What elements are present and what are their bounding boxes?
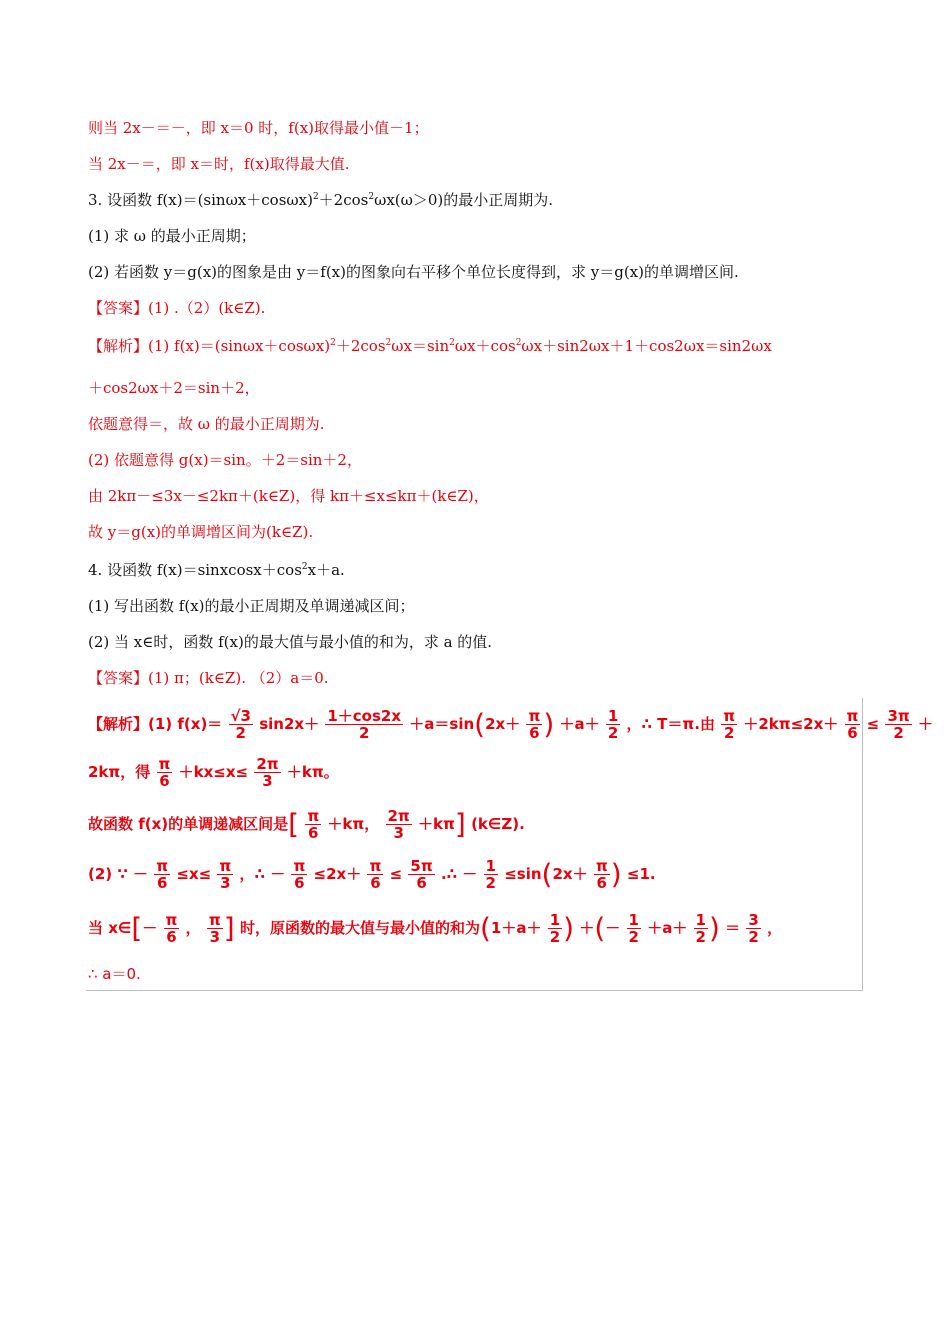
denominator: 6 [596, 874, 607, 892]
question-4-part-2 [88, 632, 492, 652]
fraction [254, 756, 280, 789]
text: (k∈Z). [471, 815, 525, 833]
fraction [157, 756, 173, 789]
numerator: π [156, 857, 169, 875]
text: (1) 求 ω 的最小正周期； [88, 227, 256, 245]
denominator: 6 [308, 824, 319, 842]
paren: ( [474, 707, 486, 741]
text: ωx＋sin2ωx＋1＋cos2ωx＝sin2ωx [521, 337, 772, 355]
text: ＝ [725, 919, 741, 937]
denominator: 3 [393, 824, 404, 842]
text: ∴ a＝0. [88, 965, 141, 983]
paren: ) [543, 707, 555, 741]
text: ＋ [579, 919, 595, 937]
fraction [154, 858, 170, 891]
solution-tag: 【解析】 [88, 715, 149, 733]
text: ＋ [918, 715, 934, 733]
denominator: 2 [748, 928, 759, 946]
fraction [721, 708, 737, 741]
solution-4-row-2 [88, 756, 339, 789]
fraction [229, 708, 253, 741]
solution-4-row-6 [88, 964, 141, 984]
denominator: 6 [166, 928, 177, 946]
solution-3-line [88, 486, 489, 506]
numerator: 1 [628, 911, 639, 929]
paren: ( [541, 857, 553, 891]
text: ≤x≤ [176, 865, 212, 883]
denominator: 6 [416, 874, 427, 892]
fraction [484, 858, 498, 891]
text-line [88, 154, 349, 174]
fraction [885, 708, 911, 741]
solution-3-line [88, 378, 260, 398]
solution-4-row-3 [88, 808, 525, 841]
text: 故函数 f(x)的单调递减区间是 [88, 815, 289, 833]
denominator: 6 [370, 874, 381, 892]
denominator: 2 [549, 928, 561, 946]
text: 1＋a＋ [490, 919, 542, 937]
fraction [386, 808, 412, 841]
text: 依题意得＝，故 ω 的最小正周期为. [88, 415, 325, 433]
text: ≤sin [504, 865, 542, 883]
denominator: 2 [723, 724, 735, 742]
denominator: 3 [262, 772, 273, 790]
numerator: π [293, 857, 306, 875]
denominator: 6 [156, 874, 168, 892]
text: ， [185, 919, 201, 937]
text: x＋a. [307, 561, 345, 579]
paren: ) [708, 911, 720, 945]
numerator: 3 [748, 911, 759, 929]
numerator: π [219, 857, 232, 875]
text: ＋a＋ [559, 715, 600, 733]
fraction [594, 858, 610, 891]
superscript: 2 [368, 192, 375, 202]
text: ＋kx≤x≤ [178, 763, 249, 781]
superscript: 2 [301, 562, 308, 572]
text: ＋2cos [318, 191, 369, 209]
text: 由 2kπ－≤3x－≤2kπ＋(k∈Z)，得 kπ＋≤x≤kπ＋(k∈Z)， [88, 487, 489, 505]
text: (2) 当 x∈时，函数 f(x)的最大值与最小值的和为，求 a 的值. [88, 633, 493, 651]
text: 【解析】(1) f(x)＝(sinωx＋cosωx) [88, 337, 331, 355]
fraction [408, 858, 434, 891]
fraction [606, 708, 620, 741]
denominator: 3 [220, 874, 231, 892]
bracket: [ [288, 807, 300, 841]
question-3 [88, 190, 553, 210]
paren: ( [594, 911, 606, 945]
solution-3-line [88, 336, 772, 356]
text: ＋cos2ωx＋2＝sin＋2， [88, 379, 260, 397]
paren: ( [479, 911, 491, 945]
solution-4-row-1 [88, 708, 933, 741]
text: ，∴ － [239, 865, 286, 883]
solution-3-line [88, 522, 313, 542]
text: － [142, 919, 158, 937]
text: ≤1. [626, 865, 656, 883]
numerator: 1 [485, 857, 496, 875]
text: (1) 写出函数 f(x)的最小正周期及单调递减区间； [88, 597, 415, 615]
text: 则当 2x－＝－，即 x＝0 时，f(x)取得最小值－1； [88, 119, 429, 137]
solution-3-line [88, 450, 362, 470]
text: ＋a＋ [647, 919, 688, 937]
text: 时，原函数的最大值与最小值的和为 [239, 919, 480, 937]
text: (2) ∵ － [88, 865, 149, 883]
text: 2kπ，得 [88, 763, 151, 781]
text: 【答案】(1) π；(k∈Z). （2）a＝0. [88, 669, 329, 687]
fraction [694, 912, 708, 945]
solution-4-row-4 [88, 858, 656, 891]
bracket: ] [454, 807, 466, 841]
numerator: 1 [549, 911, 561, 929]
fraction [325, 708, 403, 741]
superscript: 2 [312, 192, 319, 202]
numerator: 3π [887, 707, 910, 725]
denominator: 6 [529, 724, 540, 742]
superscript: 2 [449, 338, 455, 348]
fraction [164, 912, 180, 945]
text: ＋kπ [418, 815, 455, 833]
text: .∴ － [440, 865, 478, 883]
text: ， [767, 919, 783, 937]
text: ωx＝sin [391, 337, 450, 355]
text: 当 2x－＝，即 x＝时，f(x)取得最大值. [88, 155, 350, 173]
fraction [217, 858, 233, 891]
text: 【答案】(1) .（2）(k∈Z). [88, 299, 266, 317]
text: ＋kπ， [327, 815, 380, 833]
text: 4. 设函数 f(x)＝sinxcosx＋cos [88, 561, 302, 579]
numerator: π [723, 707, 736, 725]
fraction [845, 708, 861, 741]
text: sin2x＋ [259, 715, 320, 733]
numerator: √3 [230, 707, 251, 725]
solution-4-row-5 [88, 912, 782, 945]
numerator: 2π [387, 807, 410, 825]
text: ＋a＝sin [409, 715, 475, 733]
denominator: 2 [607, 724, 619, 742]
text: ωx(ω＞0)的最小正周期为. [374, 191, 554, 209]
text: － [605, 919, 621, 937]
fraction [305, 808, 321, 841]
numerator: 5π [410, 857, 433, 875]
fraction [548, 912, 562, 945]
fraction [207, 912, 223, 945]
text: ωx＋cos [454, 337, 516, 355]
fraction [526, 708, 542, 741]
answer-3 [88, 298, 265, 318]
fraction [627, 912, 641, 945]
text: (2) 依题意得 g(x)＝sin。＋2＝sin＋2， [88, 451, 362, 469]
numerator: π [595, 857, 608, 875]
text: ＋2kπ≤2x＋ [743, 715, 839, 733]
text-line [88, 118, 429, 138]
denominator: 2 [695, 928, 706, 946]
numerator: π [158, 755, 171, 773]
denominator: 2 [893, 724, 904, 742]
paren: ) [563, 911, 575, 945]
superscript: 2 [515, 338, 522, 348]
numerator: 2π [256, 755, 279, 773]
superscript: 2 [385, 338, 392, 348]
answer-4 [88, 668, 329, 688]
solution-3-line [88, 414, 325, 434]
fraction [291, 858, 307, 891]
denominator: 6 [847, 724, 858, 742]
text: ≤ [389, 865, 403, 883]
paren: ) [610, 857, 622, 891]
question-3-part-1 [88, 226, 256, 246]
denominator: 3 [209, 928, 221, 946]
denominator: 2 [485, 874, 496, 892]
bracket: [ [131, 911, 143, 945]
numerator: π [165, 911, 178, 929]
text: ＋kπ。 [286, 763, 339, 781]
denominator: 2 [358, 724, 370, 742]
text: 3. 设函数 f(x)＝(sinωx＋cosωx) [88, 191, 313, 209]
text: ≤ [866, 715, 880, 733]
numerator: 1 [607, 707, 619, 725]
text: 2x＋ [485, 715, 521, 733]
text: ＋2cos [335, 337, 386, 355]
numerator: π [369, 857, 382, 875]
fraction [367, 858, 383, 891]
text: ，∴ T＝π.由 [626, 715, 715, 733]
numerator: 1＋cos2x [327, 707, 402, 725]
denominator: 2 [235, 724, 246, 742]
solution-4-box [86, 698, 863, 991]
numerator: π [208, 911, 221, 929]
fraction [746, 912, 760, 945]
question-4-part-1 [88, 596, 415, 616]
question-4 [88, 560, 345, 580]
denominator: 6 [294, 874, 305, 892]
denominator: 6 [159, 772, 170, 790]
numerator: 1 [695, 911, 706, 929]
bracket: ] [223, 911, 235, 945]
text: 当 x∈ [88, 919, 132, 937]
numerator: π [528, 707, 541, 725]
text: (2) 若函数 y＝g(x)的图象是由 y＝f(x)的图象向右平移个单位长度得到，求 y＝g(x)的单调增区间. [88, 263, 739, 281]
text: (1) f(x)＝ [148, 715, 223, 733]
denominator: 2 [628, 928, 639, 946]
question-3-part-2 [88, 262, 739, 282]
superscript: 2 [330, 338, 336, 348]
text: 故 y＝g(x)的单调增区间为(k∈Z). [88, 523, 314, 541]
text: ≤2x＋ [313, 865, 362, 883]
numerator: π [846, 707, 859, 725]
numerator: π [307, 807, 320, 825]
text: 2x＋ [552, 865, 588, 883]
